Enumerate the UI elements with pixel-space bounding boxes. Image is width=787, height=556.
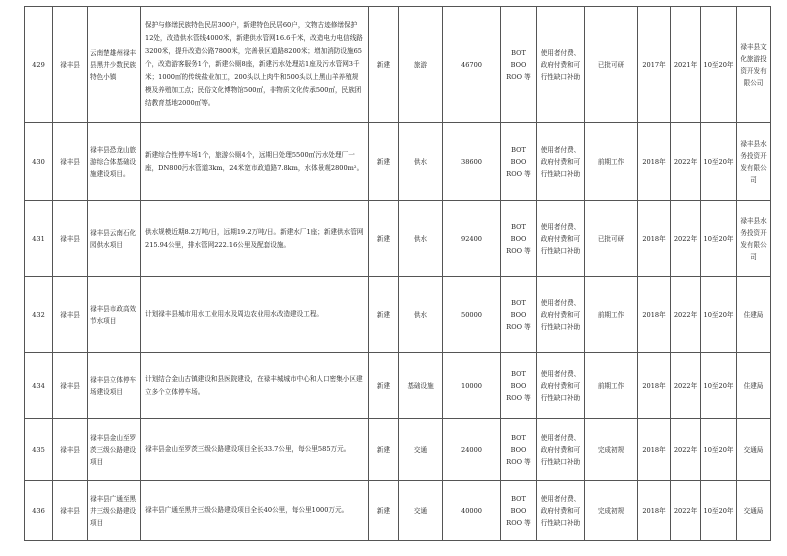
investment-cell: 24000 bbox=[443, 419, 501, 481]
end-year-cell: 2022年 bbox=[671, 201, 701, 277]
construction-content-cell: 计划禄丰县城市用水工业用水及周边农业用水改造建设工程。 bbox=[141, 277, 369, 353]
table-row bbox=[25, 123, 771, 201]
industry-cell: 交通 bbox=[399, 481, 443, 541]
construction-content-cell: 禄丰县广通至黑井三级公路建设项目全长40公里，每公里1000万元。 bbox=[141, 481, 369, 541]
industry-cell: 旅游 bbox=[399, 7, 443, 123]
investment-cell: 38600 bbox=[443, 123, 501, 201]
project-name-cell: 禄丰县金山至罗茨三级公路建设项目 bbox=[88, 419, 141, 481]
table-row bbox=[25, 201, 771, 277]
row-number-cell: 435 bbox=[25, 419, 53, 481]
project-name-cell: 禄丰县市政高效节水项目 bbox=[88, 277, 141, 353]
start-year-cell: 2017年 bbox=[638, 7, 671, 123]
start-year-cell: 2018年 bbox=[638, 123, 671, 201]
cooperation-period-cell: 10至20年 bbox=[701, 7, 737, 123]
table-row bbox=[25, 7, 771, 123]
cooperation-period-cell: 10至20年 bbox=[701, 201, 737, 277]
construction-content-cell: 保护与修缮民族特色民居300户，新建特色民居60户，文物古迹修缮保护12处，改造供水管线4000米，新建供水管网16.6千米，改造电力电信线路3200米，提升改造公路7800米，完善景区道路8200米；增加消防设施65个，改造游客服务1个，新建公厕8座，新建污水处理站1座及污水管网3千米；1000㎡的传统盐业加工，200头以上肉牛和500头以上黑山羊养殖规模及养殖加工点；民俗文化博物馆500㎡，非物质文化传承500㎡，民族团结教育基地2000㎡等。 bbox=[141, 7, 369, 123]
return-mechanism-cell: 使用者付费、政府付费和可行性缺口补助 bbox=[537, 481, 585, 541]
construction-type-cell: 新建 bbox=[369, 123, 399, 201]
project-name-cell: 禄丰县广通至黑井三级公路建设项目 bbox=[88, 481, 141, 541]
return-mechanism-cell: 使用者付费、政府付费和可行性缺口补助 bbox=[537, 7, 585, 123]
table-row bbox=[25, 419, 771, 481]
construction-type-cell: 新建 bbox=[369, 277, 399, 353]
progress-cell: 完成初规 bbox=[585, 419, 638, 481]
implementing-unit-cell: 交通局 bbox=[737, 419, 771, 481]
cooperation-mode-cell: BOT BOO ROO 等 bbox=[501, 201, 537, 277]
investment-cell: 46700 bbox=[443, 7, 501, 123]
table-row bbox=[25, 277, 771, 353]
progress-cell: 已批可研 bbox=[585, 201, 638, 277]
investment-cell: 50000 bbox=[443, 277, 501, 353]
county-cell: 禄丰县 bbox=[53, 419, 88, 481]
construction-content-cell: 供水规模近期8.2万吨/日，远期19.2万吨/日。新建水厂1座；新建供水管网215.94公里，排水管网222.16公里及配套设施。 bbox=[141, 201, 369, 277]
start-year-cell: 2018年 bbox=[638, 481, 671, 541]
return-mechanism-cell: 使用者付费、政府付费和可行性缺口补助 bbox=[537, 353, 585, 419]
table-body bbox=[25, 7, 771, 541]
industry-cell: 供水 bbox=[399, 277, 443, 353]
progress-cell: 前期工作 bbox=[585, 123, 638, 201]
table-row bbox=[25, 353, 771, 419]
project-table bbox=[24, 6, 771, 541]
construction-type-cell: 新建 bbox=[369, 7, 399, 123]
cooperation-period-cell: 10至20年 bbox=[701, 419, 737, 481]
project-name-cell: 禄丰县恐龙山旅游综合体基础设施建设项目。 bbox=[88, 123, 141, 201]
investment-cell: 92400 bbox=[443, 201, 501, 277]
industry-cell: 基础设施 bbox=[399, 353, 443, 419]
table-row bbox=[25, 481, 771, 541]
return-mechanism-cell: 使用者付费、政府付费和可行性缺口补助 bbox=[537, 123, 585, 201]
cooperation-mode-cell: BOT BOO ROO 等 bbox=[501, 481, 537, 541]
cooperation-period-cell: 10至20年 bbox=[701, 277, 737, 353]
county-cell: 禄丰县 bbox=[53, 123, 88, 201]
county-cell: 禄丰县 bbox=[53, 201, 88, 277]
project-name-cell: 禄丰县云南石化园供水项目 bbox=[88, 201, 141, 277]
implementing-unit-cell: 禄丰县文化旅游投资开发有限公司 bbox=[737, 7, 771, 123]
cooperation-period-cell: 10至20年 bbox=[701, 123, 737, 201]
investment-cell: 10000 bbox=[443, 353, 501, 419]
row-number-cell: 436 bbox=[25, 481, 53, 541]
implementing-unit-cell: 住建局 bbox=[737, 353, 771, 419]
end-year-cell: 2022年 bbox=[671, 353, 701, 419]
implementing-unit-cell: 禄丰县水务投资开发有限公司 bbox=[737, 123, 771, 201]
progress-cell: 完成初规 bbox=[585, 481, 638, 541]
end-year-cell: 2022年 bbox=[671, 419, 701, 481]
construction-content-cell: 禄丰县金山至罗茨三级公路建设项目全长33.7公里，每公里585万元。 bbox=[141, 419, 369, 481]
end-year-cell: 2022年 bbox=[671, 481, 701, 541]
construction-content-cell: 新建综合性停车场1个，旅游公厕4个，远期日处理5500㎡污水处理厂一座，DN800污水管道3km，24米宽市政道路7.8km，水体景观2800m²。 bbox=[141, 123, 369, 201]
industry-cell: 供水 bbox=[399, 201, 443, 277]
start-year-cell: 2018年 bbox=[638, 201, 671, 277]
row-number-cell: 431 bbox=[25, 201, 53, 277]
row-number-cell: 429 bbox=[25, 7, 53, 123]
implementing-unit-cell: 住建局 bbox=[737, 277, 771, 353]
progress-cell: 前期工作 bbox=[585, 353, 638, 419]
cooperation-period-cell: 10至20年 bbox=[701, 353, 737, 419]
return-mechanism-cell: 使用者付费、政府付费和可行性缺口补助 bbox=[537, 201, 585, 277]
end-year-cell: 2022年 bbox=[671, 277, 701, 353]
row-number-cell: 432 bbox=[25, 277, 53, 353]
cooperation-mode-cell: BOT BOO ROO 等 bbox=[501, 277, 537, 353]
industry-cell: 供水 bbox=[399, 123, 443, 201]
end-year-cell: 2022年 bbox=[671, 123, 701, 201]
county-cell: 禄丰县 bbox=[53, 7, 88, 123]
cooperation-mode-cell: BOT BOO ROO 等 bbox=[501, 419, 537, 481]
investment-cell: 40000 bbox=[443, 481, 501, 541]
return-mechanism-cell: 使用者付费、政府付费和可行性缺口补助 bbox=[537, 277, 585, 353]
county-cell: 禄丰县 bbox=[53, 277, 88, 353]
end-year-cell: 2021年 bbox=[671, 7, 701, 123]
implementing-unit-cell: 禄丰县水务投资开发有限公司 bbox=[737, 201, 771, 277]
construction-type-cell: 新建 bbox=[369, 419, 399, 481]
construction-type-cell: 新建 bbox=[369, 201, 399, 277]
industry-cell: 交通 bbox=[399, 419, 443, 481]
row-number-cell: 430 bbox=[25, 123, 53, 201]
county-cell: 禄丰县 bbox=[53, 353, 88, 419]
start-year-cell: 2018年 bbox=[638, 277, 671, 353]
cooperation-mode-cell: BOT BOO ROO 等 bbox=[501, 353, 537, 419]
progress-cell: 前期工作 bbox=[585, 277, 638, 353]
cooperation-mode-cell: BOT BOO ROO 等 bbox=[501, 123, 537, 201]
return-mechanism-cell: 使用者付费、政府付费和可行性缺口补助 bbox=[537, 419, 585, 481]
cooperation-mode-cell: BOT BOO ROO 等 bbox=[501, 7, 537, 123]
start-year-cell: 2018年 bbox=[638, 419, 671, 481]
project-name-cell: 禄丰县立体停车场建设项目 bbox=[88, 353, 141, 419]
construction-type-cell: 新建 bbox=[369, 353, 399, 419]
cooperation-period-cell: 10至20年 bbox=[701, 481, 737, 541]
progress-cell: 已批可研 bbox=[585, 7, 638, 123]
start-year-cell: 2018年 bbox=[638, 353, 671, 419]
construction-type-cell: 新建 bbox=[369, 481, 399, 541]
row-number-cell: 434 bbox=[25, 353, 53, 419]
project-name-cell: 云南楚雄州禄丰县黑井少数民族特色小镇 bbox=[88, 7, 141, 123]
implementing-unit-cell: 交通局 bbox=[737, 481, 771, 541]
county-cell: 禄丰县 bbox=[53, 481, 88, 541]
construction-content-cell: 计划结合金山古镇建设和县医院建设，在禄丰城城市中心和人口密集小区建立多个立体停车场。 bbox=[141, 353, 369, 419]
